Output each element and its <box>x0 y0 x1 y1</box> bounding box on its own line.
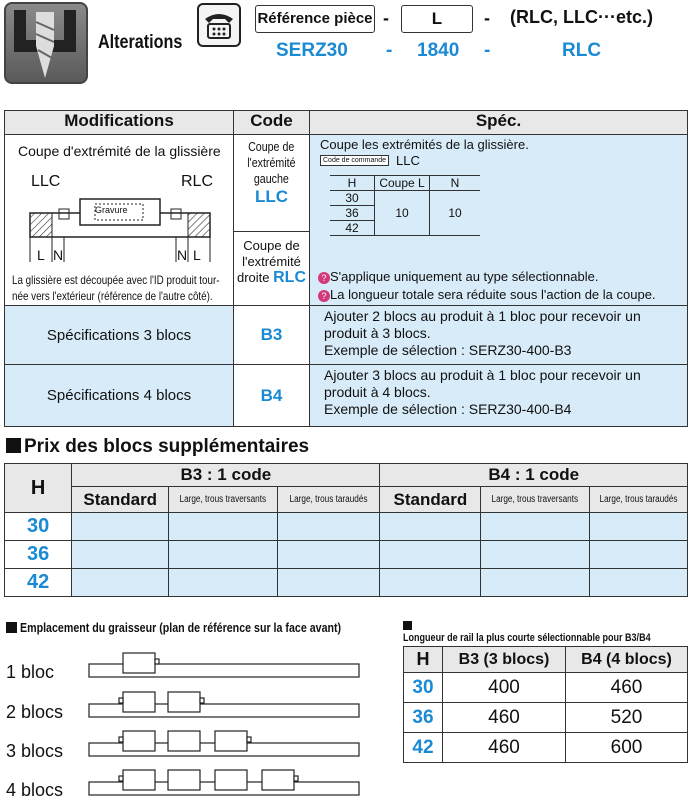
price-h-42: 42 <box>5 569 72 597</box>
rail-h-header: H <box>404 647 443 673</box>
spec-header: H <box>347 176 357 190</box>
square-bullet-icon <box>403 621 412 630</box>
block-label: 2 blocs <box>6 702 64 722</box>
dash: - <box>484 8 490 28</box>
rail-h: 30 <box>404 673 443 703</box>
col-modifications: Modifications <box>5 111 234 135</box>
command-code-value: LLC <box>396 153 420 168</box>
code-left-line: l'extrémité <box>247 155 296 170</box>
price-group-b4: B4 : 1 code <box>380 464 688 487</box>
b4-line: Exemple de sélection : SERZ30-400-B4 <box>324 401 572 417</box>
engraving-label: Gravure <box>95 205 128 215</box>
block <box>262 770 294 790</box>
price-group-b3: B3 : 1 code <box>72 464 380 487</box>
grease-nipple-icon <box>119 698 123 703</box>
rail-b4-value: 520 <box>566 703 688 733</box>
rail-b4-value: 460 <box>566 673 688 703</box>
price-h-30: 30 <box>5 513 72 541</box>
block-label: 1 bloc <box>6 662 55 682</box>
spec-l: 10 <box>375 191 430 236</box>
table-row <box>404 733 688 763</box>
b3-line: Exemple de sélection : SERZ30-400-B3 <box>324 342 572 358</box>
spec-header: Coupe L <box>375 176 430 191</box>
table-row <box>5 541 688 569</box>
table-row <box>5 569 688 597</box>
l-left: L <box>37 247 45 263</box>
alteration-logo <box>4 2 88 84</box>
price-sub-large-tapped: Large, trous taraudés <box>589 487 687 513</box>
grease-section-title: Emplacement du graisseur (plan de référence sur la face avant) <box>6 620 412 635</box>
spec-h: 30 <box>345 191 359 205</box>
rail-b3-value: 460 <box>443 703 566 733</box>
length-label-box: L <box>401 5 473 33</box>
block <box>123 692 155 712</box>
code-rlc: RLC <box>273 268 307 286</box>
warning-icon: ? <box>318 290 330 302</box>
block <box>215 731 247 751</box>
b4-spec <box>310 365 688 427</box>
crop-spec-table <box>330 175 480 236</box>
crop-note-1: La glissière est découpée avec l'ID produit tour- <box>12 273 220 287</box>
block <box>123 770 155 790</box>
spec-header: N <box>430 176 481 191</box>
code-llc: LLC <box>254 187 289 206</box>
price-sub-large-through: Large, trous traversants <box>169 487 278 513</box>
price-h-36: 36 <box>5 541 72 569</box>
grease-nipple-icon <box>155 659 159 664</box>
price-sub-large-through: Large, trous traversants <box>481 487 590 513</box>
b3-label: Spécifications 3 blocs <box>5 306 234 365</box>
block <box>215 770 247 790</box>
crop-title: Coupe d'extrémité de la glissière <box>18 143 221 159</box>
b3-code-cell <box>234 306 310 365</box>
col-spec: Spéc. <box>310 111 688 135</box>
table-row <box>404 703 688 733</box>
note-a: ? S'applique uniquement au type sélectionnable. <box>318 269 598 284</box>
crop-note-2: née vers l'extérieur (référence de l'autre côté). <box>12 289 213 303</box>
grease-nipple-icon <box>247 737 251 742</box>
llc-label: LLC <box>31 173 61 190</box>
dash: - <box>386 40 393 61</box>
block <box>123 653 155 673</box>
rail-b4-value: 600 <box>566 733 688 763</box>
square-bullet-icon <box>6 438 21 453</box>
price-table <box>4 463 688 597</box>
rail-h: 36 <box>404 703 443 733</box>
options-label: (RLC, LLC···etc.) <box>510 7 653 27</box>
b3-spec <box>310 306 688 365</box>
drill-icon <box>6 4 86 82</box>
reference-label-box: Référence pièce <box>255 5 375 33</box>
crop-description-cell <box>5 135 234 306</box>
example-length: 1840 <box>417 40 460 61</box>
warning-icon: ? <box>318 272 330 284</box>
price-sub-standard: Standard <box>72 487 169 513</box>
code-left-line: gauche <box>254 171 289 186</box>
block-label: 4 blocs <box>6 780 64 800</box>
b4-code-cell <box>234 365 310 427</box>
n-right: N <box>177 247 188 263</box>
spec-h: 36 <box>345 206 359 220</box>
modifications-table <box>4 110 688 427</box>
rail-section-title: Longueur de rail la plus courte sélectionnable pour B3/B4 <box>403 620 691 644</box>
price-sub-standard: Standard <box>380 487 481 513</box>
crop-spec-title: Coupe les extrémités de la glissière. <box>320 137 529 152</box>
block <box>168 770 200 790</box>
b4-label: Spécifications 4 blocs <box>5 365 234 427</box>
rail-b3-value: 460 <box>443 733 566 763</box>
rail-table <box>403 646 688 763</box>
phone-icon <box>197 3 241 47</box>
page-title: Alterations <box>98 32 183 53</box>
spec-h: 42 <box>345 221 359 235</box>
table-row <box>404 673 688 703</box>
table-row <box>5 513 688 541</box>
b4-line: produit à 4 blocs. <box>324 384 431 400</box>
rail-b3-value: 400 <box>443 673 566 703</box>
grease-diagram <box>88 648 363 804</box>
spec-n: 10 <box>430 191 481 236</box>
rlc-label: RLC <box>181 173 214 190</box>
col-code: Code <box>234 111 310 135</box>
note-b: ? La longueur totale sera réduite sous l'action de la coupe. <box>318 287 656 302</box>
price-h-header: H <box>5 464 72 513</box>
square-bullet-icon <box>6 622 17 633</box>
grease-nipple-icon <box>200 698 204 703</box>
block <box>168 731 200 751</box>
dash: - <box>484 40 491 61</box>
code-right-line: l'extrémité <box>242 253 301 269</box>
code-right-prefix: droite <box>236 269 270 285</box>
price-sub-large-tapped: Large, trous taraudés <box>277 487 380 513</box>
crop-spec-cell <box>310 135 688 306</box>
grease-nipple-icon <box>119 776 123 781</box>
block <box>123 731 155 751</box>
b3-code: B3 <box>260 325 283 344</box>
price-section-title: Prix des blocs supplémentaires <box>6 436 309 458</box>
grease-nipple-icon <box>294 776 298 781</box>
code-right-line: Coupe de <box>243 237 300 253</box>
l-right: L <box>193 247 201 263</box>
n-left: N <box>53 247 64 263</box>
rail-b3-header: B3 (3 blocs) <box>443 647 566 673</box>
code-llc-cell <box>234 135 310 232</box>
b3-line: produit à 3 blocs. <box>324 325 431 341</box>
b4-line: Ajouter 3 blocs au produit à 1 bloc pour recevoir un <box>324 367 641 383</box>
code-left-line: Coupe de <box>248 139 295 154</box>
block-label: 3 blocs <box>6 741 64 761</box>
rail-b4-header: B4 (4 blocs) <box>566 647 688 673</box>
example-part-number: SERZ30 <box>276 40 348 61</box>
block <box>168 692 200 712</box>
grease-nipple-icon <box>119 737 123 742</box>
b4-code: B4 <box>260 385 283 405</box>
dash: - <box>383 8 389 28</box>
command-code-label: Code de commande <box>320 155 389 166</box>
example-option: RLC <box>562 40 602 61</box>
rail-h: 42 <box>404 733 443 763</box>
b3-line: Ajouter 2 blocs au produit à 1 bloc pour recevoir un <box>324 308 641 324</box>
